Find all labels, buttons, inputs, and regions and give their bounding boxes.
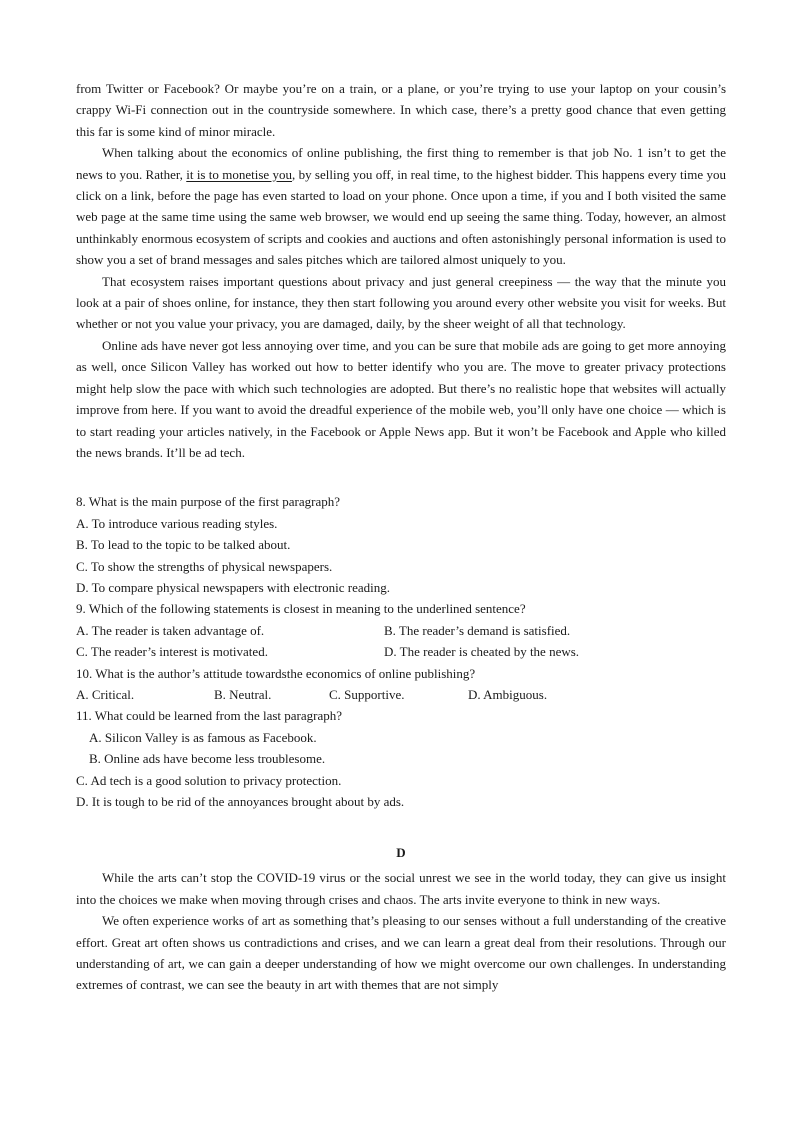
passage-d <box>76 842 726 995</box>
question-8-option-c: C. To show the strengths of physical newspapers. <box>76 558 333 574</box>
question-9-option-a: A. The reader is taken advantage of. <box>76 622 265 638</box>
question-10-option-c: C. Supportive. <box>329 686 405 702</box>
question-8-option-d: D. To compare physical newspapers with electronic reading. <box>76 579 390 595</box>
questions-section <box>76 491 726 812</box>
question-9-option-d: D. The reader is cheated by the news. <box>384 644 580 660</box>
passage-d-paragraph-1: While the arts can’t stop the COVID-19 virus or the social unrest we see in the world today, they can give us insight into the choices we make when moving through crises and chaos. The arts invite everyone to think in new ways. <box>76 870 726 907</box>
question-11 <box>76 705 726 812</box>
paragraph-2-text-after: , by selling you off, in real time, to the highest bidder. This happens every time you click on a link, before the page has even started to load on your phone. Once upon a time, if you and I both visited the same web page at the same time using the same web browser, we would end up seeing the same thing. Today, however, an almost unthinkably enormous ecosystem of scripts and cookies and auctions and often astonishingly personal information is used to show you a set of brand messages and sales pitches which are tailored almost uniquely to you. <box>76 166 726 268</box>
question-9-option-b: B. The reader’s demand is satisfied. <box>384 622 571 638</box>
question-8-option-a: A. To introduce various reading styles. <box>76 515 278 531</box>
passage-c-paragraph-3: That ecosystem raises important questions about privacy and just general creepiness — the way that the minute you look at a pair of shoes online, for instance, they then start following you around every other website you visit for weeks. But whether or not you value your privacy, you are damaged, daily, by the sheer weight of all that technology. <box>76 273 726 332</box>
passage-c <box>76 78 726 463</box>
question-11-option-b: B. Online ads have become less troublesome. <box>89 751 326 767</box>
question-11-stem: 11. What could be learned from the last paragraph? <box>76 708 343 724</box>
question-10-stem: 10. What is the author’s attitude towardsthe economics of online publishing? <box>76 665 476 681</box>
question-10 <box>76 663 726 706</box>
passage-c-paragraph-2 <box>76 142 726 270</box>
question-10-option-b: B. Neutral. <box>214 686 272 702</box>
question-9-stem: 9. Which of the following statements is closest in meaning to the underlined sentence? <box>76 601 526 617</box>
question-8 <box>76 491 726 598</box>
paragraph-2-text-before: When talking about the economics of online publishing, the first thing to remember is that job No. 1 isn’t to get the news to you. Rather, <box>76 145 726 182</box>
question-10-option-a: A. Critical. <box>76 686 135 702</box>
question-8-option-b: B. To lead to the topic to be talked about. <box>76 537 291 553</box>
question-9-option-c: C. The reader’s interest is motivated. <box>76 644 268 660</box>
passage-c-paragraph-1: from Twitter or Facebook? Or maybe you’re on a train, or a plane, or you’re trying to use your laptop on your cousin’s crappy Wi-Fi connection out in the countryside somewhere. In which case, there’s a pretty good chance that even getting this far is some kind of minor miracle. <box>76 81 726 139</box>
question-10-options <box>76 684 726 705</box>
question-11-option-d: D. It is tough to be rid of the annoyances brought about by ads. <box>76 794 405 809</box>
question-11-option-a: A. Silicon Valley is as famous as Facebook. <box>89 729 317 745</box>
question-9-options-row-1 <box>76 620 726 641</box>
question-9 <box>76 598 726 662</box>
question-9-options-row-2 <box>76 641 726 662</box>
section-d-title: D <box>396 845 406 861</box>
question-8-stem: 8. What is the main purpose of the first paragraph? <box>76 494 341 510</box>
passage-d-paragraph-2: We often experience works of art as something that’s pleasing to our senses without a full understanding of the creative effort. Great art often shows us contradictions and crises, and we can learn a great deal from their resolutions. Through our understanding of art, we can gain a deeper understanding of how we might overcome our own challenges. In understanding extremes of contrast, we can see the beauty in art with themes that are not simply <box>76 913 726 993</box>
underlined-sentence: it is to monetise you <box>186 166 293 182</box>
question-10-option-d: D. Ambiguous. <box>468 686 548 702</box>
question-11-option-c: C. Ad tech is a good solution to privacy protection. <box>76 772 342 788</box>
passage-c-paragraph-4: Online ads have never got less annoying over time, and you can be sure that mobile ads are going to get more annoying as well, once Silicon Valley has worked out how to better identify who you are. The move to greater privacy protections might help slow the pace with which such technologies are adopted. But there’s no realistic hope that websites will actually improve from here. If you want to avoid the dreadful experience of the mobile web, you’ll only have one choice — which is to start reading your articles natively, in the Facebook or Apple News app. But it won’t be Facebook and Apple who killed the news brands. It’ll be ad tech. <box>76 337 726 460</box>
